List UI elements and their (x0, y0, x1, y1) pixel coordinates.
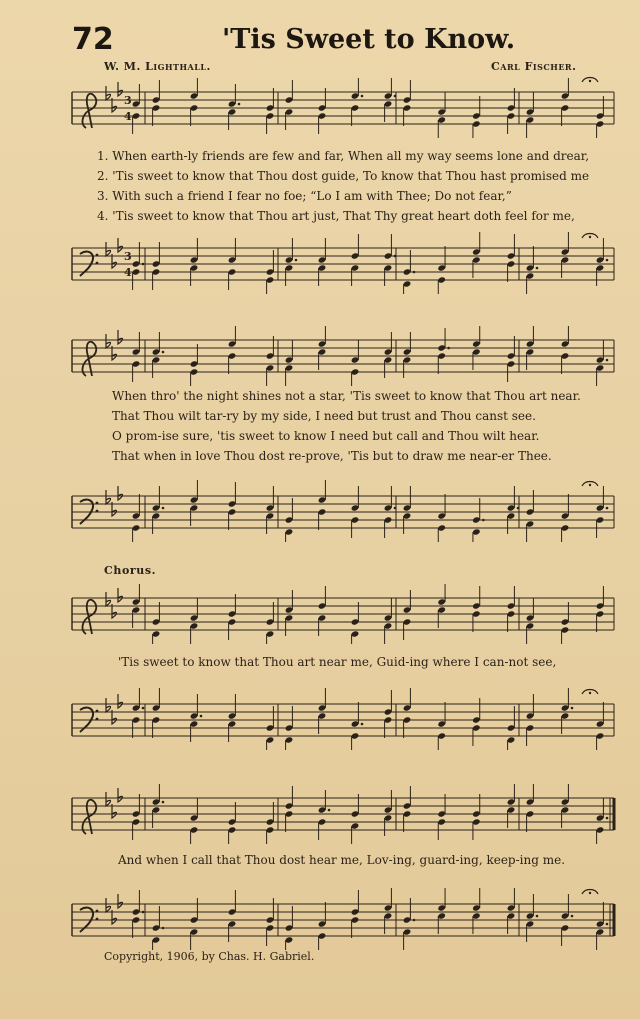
verse-second-half-4: That when in love Thou dost re-prove, 'Tis but to draw me near-er Thee. (112, 449, 552, 463)
dot (162, 507, 165, 510)
dot (295, 259, 298, 262)
dot (482, 519, 485, 522)
flat-icon (118, 238, 123, 252)
bass-staff-4 (0, 896, 640, 944)
flat-icon (106, 698, 111, 712)
dot (517, 507, 520, 510)
hymn-number: 72 (72, 22, 114, 57)
dot (447, 347, 450, 350)
fermata-dot (589, 692, 591, 694)
dot (606, 259, 609, 262)
bass-clef-dot (96, 502, 99, 505)
fermata-dot (589, 892, 591, 894)
dot (413, 271, 416, 274)
time-signature-bottom: 4 (124, 266, 132, 279)
fermata-dot (589, 484, 591, 486)
composer-credit: Carl Fischer. (491, 60, 577, 73)
dot (142, 263, 145, 266)
bass-staff-2 (0, 488, 640, 536)
flat-icon (106, 792, 111, 806)
treble-staff-3 (0, 590, 640, 638)
bass-staff-1 (0, 240, 640, 288)
verse-block (97, 146, 617, 226)
flat-icon (106, 898, 111, 912)
verse-line-3: 3. With such a friend I fear no foe; “Lo I am with Thee; Do not fear,” (97, 189, 512, 203)
flat-icon (118, 588, 123, 602)
treble-clef-icon (83, 800, 97, 834)
flat-icon (118, 788, 123, 802)
flat-icon (118, 82, 123, 96)
treble-clef-icon (83, 600, 97, 634)
verse-second-half-2: That Thou wilt tar-ry by my side, I need but trust and Thou canst see. (112, 409, 536, 423)
flat-icon (106, 334, 111, 348)
treble-staff-1 (0, 84, 640, 132)
dot (536, 915, 539, 918)
time-signature-bottom: 4 (124, 110, 132, 123)
copyright-notice: Copyright, 1906, by Chas. H. Gabriel. (104, 950, 315, 963)
dot (413, 919, 416, 922)
dot (571, 915, 574, 918)
time-signature-top: 3 (124, 250, 132, 263)
dot (162, 351, 165, 354)
flat-icon (118, 486, 123, 500)
flat-icon (106, 592, 111, 606)
bass-clef-dot (96, 710, 99, 713)
bass-staff-3 (0, 696, 640, 744)
time-signature-top: 3 (124, 94, 132, 107)
dot (606, 817, 609, 820)
fermata-dot (589, 80, 591, 82)
dot (361, 723, 364, 726)
bass-clef-dot (96, 910, 99, 913)
dot (394, 255, 397, 258)
bass-clef-dot (96, 262, 99, 265)
dot (238, 103, 241, 106)
verse-line-4: 4. 'Tis sweet to know that Thou art just, That Thy great heart doth feel for me, (97, 209, 575, 223)
chorus-label: Chorus. (104, 564, 157, 577)
flat-icon (118, 694, 123, 708)
treble-clef-icon (83, 342, 97, 376)
bass-clef-dot (96, 918, 99, 921)
dot (361, 95, 364, 98)
flat-icon (118, 330, 123, 344)
bass-clef-dot (96, 718, 99, 721)
dot (142, 707, 145, 710)
dot (162, 927, 165, 930)
author-credit: W. M. Lighthall. (104, 60, 211, 73)
verse-line-1: 1. When earth-ly friends are few and far, When all my way seems lone and drear, (97, 149, 590, 163)
treble-staff-2 (0, 332, 640, 380)
dot (571, 707, 574, 710)
hymn-title: 'Tis Sweet to Know. (222, 24, 516, 55)
flat-icon (118, 894, 123, 908)
flat-icon (106, 86, 111, 100)
dot (394, 95, 397, 98)
treble-clef-icon (83, 94, 97, 128)
dot (536, 267, 539, 270)
verse-second-half-3: O prom-ise sure, 'tis sweet to know I need but call and Thou wilt hear. (112, 429, 540, 443)
chorus-line-2: And when I call that Thou dost hear me, Lov-ing, guard-ing, keep-ing me. (118, 853, 566, 867)
dot (162, 801, 165, 804)
dot (606, 507, 609, 510)
dot (606, 359, 609, 362)
bass-clef-dot (96, 510, 99, 513)
verse-line-2: 2. 'Tis sweet to know that Thou dost guide, To know that Thou hast promised me (97, 169, 590, 183)
dot (142, 911, 145, 914)
dot (328, 809, 331, 812)
dot (606, 923, 609, 926)
bass-clef-dot (96, 254, 99, 257)
dot (200, 715, 203, 718)
fermata-dot (589, 236, 591, 238)
chorus-line-1: 'Tis sweet to know that Thou art near me, Guid-ing where I can-not see, (118, 655, 557, 669)
verse-second-half-1: When thro' the night shines not a star, 'Tis sweet to know that Thou art near. (112, 389, 581, 403)
flat-icon (106, 490, 111, 504)
dot (394, 507, 397, 510)
flat-icon (106, 242, 111, 256)
treble-staff-4 (0, 790, 640, 838)
